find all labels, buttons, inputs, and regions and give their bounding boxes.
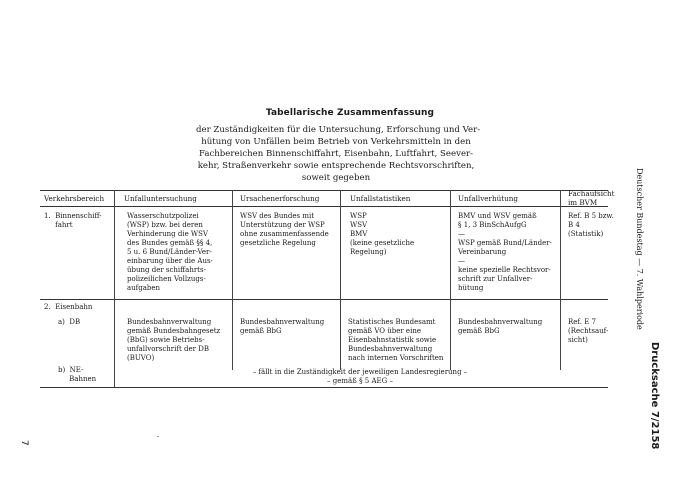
row2a-fachaufsicht: Ref. E 7 (Rechtsauf- sicht) bbox=[568, 318, 609, 344]
table-bottom-rule bbox=[40, 387, 608, 388]
row2b-note: – fällt in die Zuständigkeit der jeweiligen Landesregierung – – gemäß § 5 AEG – bbox=[252, 368, 468, 385]
row2a-unfallverhuetung: Bundesbahnverwaltung gemäß BbG bbox=[458, 318, 543, 335]
column-divider bbox=[450, 190, 451, 370]
row1-bereich: 1. Binnenschiff- fahrt bbox=[44, 212, 102, 229]
header-unfallverhuetung: Unfallverhütung bbox=[458, 194, 518, 203]
row2a-label: a) DB bbox=[58, 318, 81, 326]
row2a-ursachenerforschung: Bundesbahnverwaltung gemäß BbG bbox=[240, 318, 325, 335]
row1-ursachenerforschung: WSV des Bundes mit Unterstützung der WSP ohne zusammenfassende gesetzliche Regelung bbox=[240, 212, 329, 247]
intro-line: hütung von Unfällen beim Betrieb von Verkehrsmitteln in den bbox=[201, 137, 471, 147]
header-fachaufsicht: Fachaufsicht im BVM bbox=[568, 189, 615, 207]
intro-line: soweit gegeben bbox=[301, 173, 371, 183]
header-unfalluntersuchung: Unfalluntersuchung bbox=[124, 194, 197, 203]
intro-line: Fachbereichen Binnenschiffahrt, Eisenbahn, Luftfahrt, Seever- bbox=[198, 149, 474, 159]
table-top-rule bbox=[40, 190, 608, 191]
row1-unfallstatistiken: WSP WSV BMV (keine gesetzliche Regelung) bbox=[350, 212, 415, 256]
row1-unfallverhuetung: BMV und WSV gemäß § 1, 3 BinSchAufgG — WSP gemäß Bund/Länder- Vereinbarung — keine spezielle Rechtsvor- schrift zur Unfallver- hütung bbox=[458, 212, 552, 292]
row2-bereich: 2. Eisenbahn bbox=[44, 303, 93, 311]
row2a-unfalluntersuchung: Bundesbahnverwaltung gemäß Bundesbahngesetz (BbG) sowie Betriebs- unfallvorschrift der DB (BUVO) bbox=[127, 318, 221, 362]
row1-fachaufsicht: Ref. B 5 bzw. B 4 (Statistik) bbox=[568, 212, 614, 238]
column-divider bbox=[340, 190, 341, 370]
row-divider bbox=[40, 299, 608, 300]
header-rule bbox=[40, 206, 608, 207]
intro-paragraph bbox=[196, 124, 481, 184]
intro-line: kehr, Straßenverkehr sowie entsprechende Rechtsvorschriften, bbox=[197, 161, 475, 171]
column-divider bbox=[560, 190, 561, 370]
column-divider bbox=[114, 190, 115, 387]
scan-speck bbox=[157, 436, 159, 437]
header-unfallstatistiken: Unfallstatistiken bbox=[350, 194, 411, 203]
document-number: Drucksache 7/2158 bbox=[649, 342, 660, 450]
row2a-unfallstatistiken: Statistisches Bundesamt gemäß VO über eine Eisenbahnstatistik sowie Bundesbahnverwaltung nach internen Vorschriften bbox=[348, 318, 444, 362]
header-ursachenerforschung: Ursachenerforschung bbox=[240, 194, 320, 203]
page-number: 7 bbox=[19, 440, 29, 446]
running-head: Deutscher Bundestag — 7. Wahlperiode bbox=[635, 168, 644, 330]
row1-unfalluntersuchung: Wasserschutzpolizei (WSP) bzw. bei deren Verhinderung die WSV des Bundes gemäß §§ 4, 5 u. 6 Bund/Länder-Ver- einbarung über die Aus- übung der schiffahrts- polizeilichen Vollzugs- aufgaben bbox=[127, 212, 213, 292]
header-verkehrsbereich: Verkehrsbereich bbox=[44, 194, 105, 203]
intro-line: der Zuständigkeiten für die Untersuchung, Erforschung und Ver- bbox=[196, 125, 481, 135]
column-divider bbox=[232, 190, 233, 370]
row2b-label: b) NE- Bahnen bbox=[58, 366, 97, 383]
page-title: Tabellarische Zusammenfassung bbox=[265, 108, 435, 118]
